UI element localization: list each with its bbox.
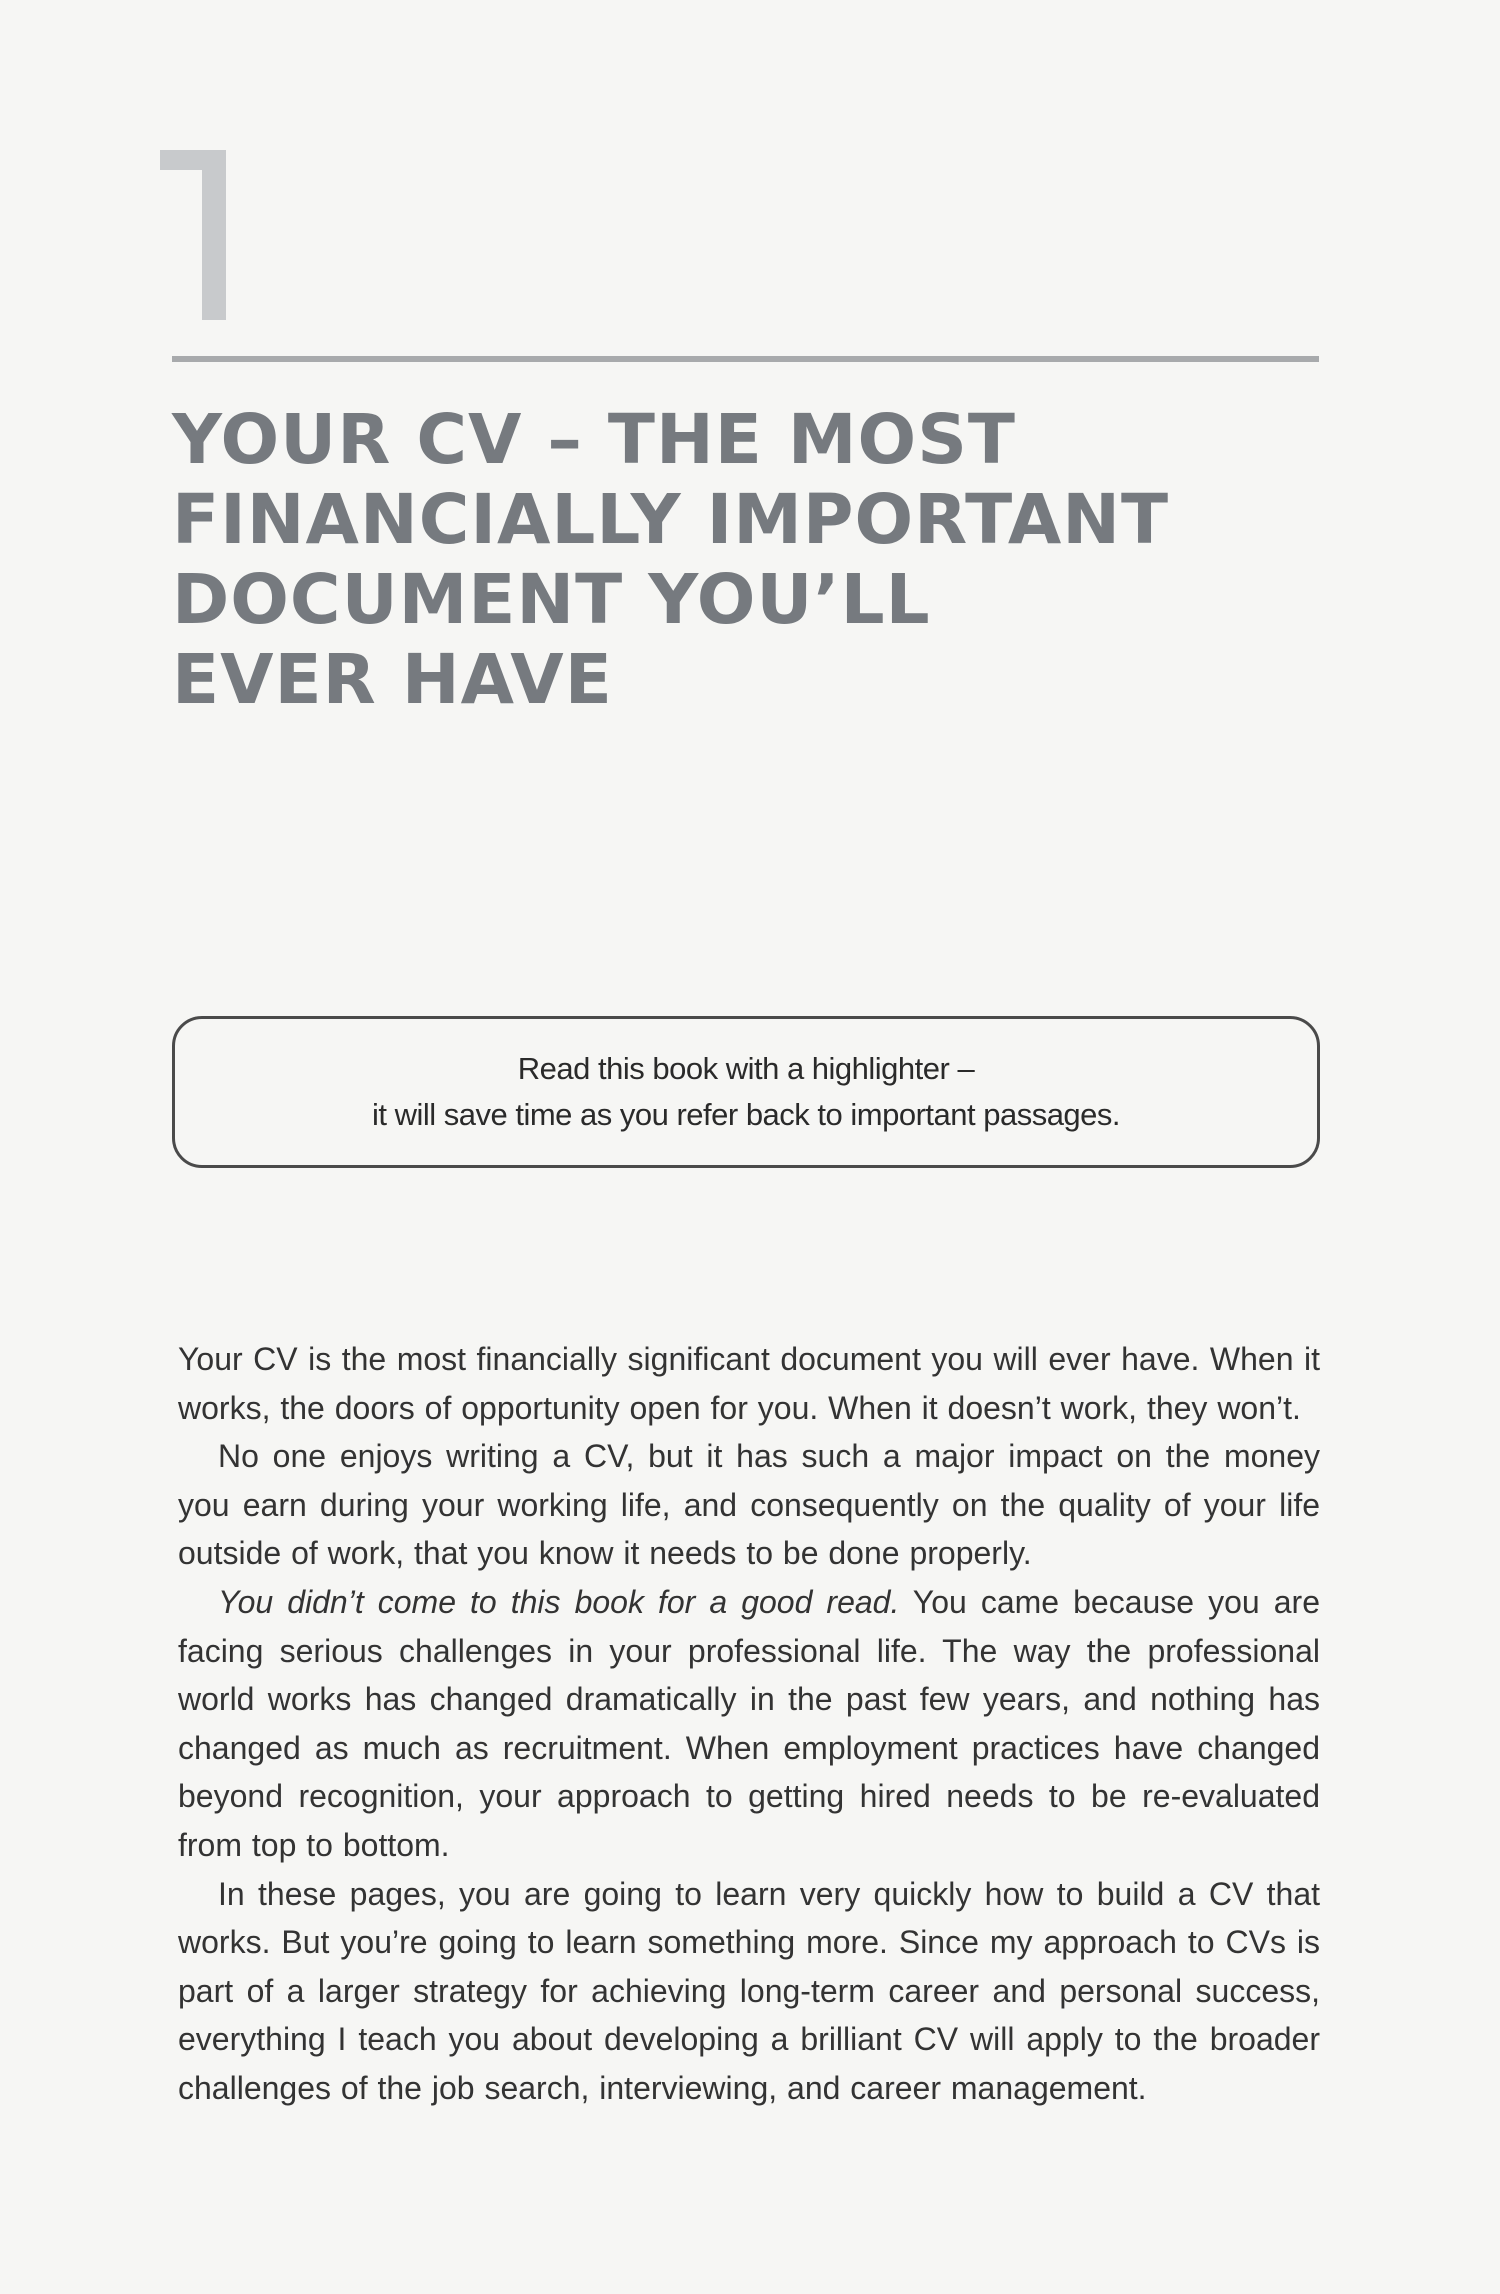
chapter-title-line-1: YOUR CV – THE MOST — [172, 400, 1016, 480]
chapter-title-line-2: FINANCIALLY IMPORTANT — [172, 480, 1170, 560]
body-paragraph-4: In these pages, you are going to learn very quickly how to build a CV that works. But you’re going to learn something more. Since my approach to CVs is part of a larger strategy for achieving long-term career and personal success, everything I teach you about developing a brilliant CV will apply to the broader challenges of the job search, interviewing, and career management. — [178, 1875, 1320, 2106]
chapter-number-glyph — [160, 150, 226, 320]
body-paragraph-1: Your CV is the most financially significant document you will ever have. When it works, the doors of opportunity open for you. When it doesn’t work, they won’t. — [178, 1341, 1320, 1426]
body-paragraph-3-italic: You didn’t come to this book for a good read. — [218, 1583, 900, 1620]
body-paragraph-3 — [178, 1578, 1320, 1870]
chapter-title-line-4: EVER HAVE — [172, 640, 613, 720]
chapter-number — [160, 150, 226, 320]
tip-line-2: it will save time as you refer back to important passages. — [371, 1097, 1121, 1132]
tip-line-1: Read this book with a highlighter – — [517, 1051, 975, 1086]
chapter-title-line-3: DOCUMENT YOU’LL — [172, 560, 931, 640]
body-paragraph-2: No one enjoys writing a CV, but it has such a major impact on the money you earn during your working life, and consequently on the quality of your life outside of work, that you know it needs to be done properly. — [178, 1438, 1320, 1572]
body-paragraph-3-rest: You came because you are facing serious challenges in your professional life. The way the professional world works has changed dramatically in the past few years, and nothing has changed as much as recruitment. When employment practices have changed beyond recognition, your approach to getting hired needs to be re-evaluated from top to bottom. — [178, 1583, 1320, 1863]
highlighter-tip-box — [172, 1016, 1320, 1168]
chapter-body — [178, 1335, 1320, 2113]
chapter-title — [172, 400, 1352, 720]
chapter-title-rule — [172, 356, 1319, 362]
